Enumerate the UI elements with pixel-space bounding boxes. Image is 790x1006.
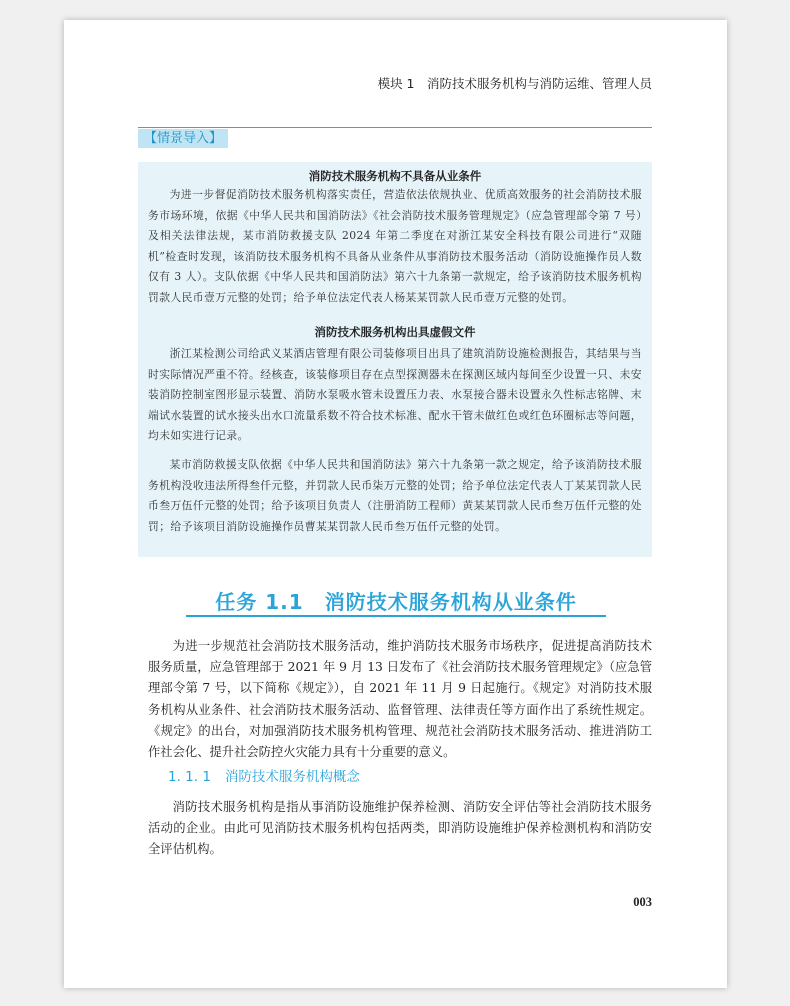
case1-title: 消防技术服务机构不具备从业条件: [308, 169, 482, 183]
subsection-title: 消防技术服务机构概念: [224, 769, 360, 785]
case-study-box: [138, 162, 652, 557]
subsection-heading: [168, 765, 360, 785]
case2-text2: 某市消防救援支队依据《中华人民共和国消防法》第六十九条第一款之规定，给予该消防技术服务机构没收违法所得叁仟元整，并罚款人民币柒万元整的处罚；给予单位法定代表人丁某某罚款人民币叁万伍仟元整的处罚；给予该项目负责人（注册消防工程师）黄某某罚款人民币叁万伍仟元整的处罚；给予该项目消防设施操作员曹某某罚款人民币叁万伍仟元整的处罚。: [148, 458, 642, 533]
subsection-number: 1. 1. 1: [168, 769, 211, 785]
task-title: 任务 1.1 消防技术服务机构从业条件: [215, 590, 577, 614]
page-number: 003: [633, 895, 652, 909]
header-rule: [138, 127, 652, 128]
situation-tag: 【情景导入】: [138, 129, 228, 148]
case2-text1: 浙江某检测公司给武义某酒店管理有限公司装修项目出具了建筑消防设施检测报告，其结果与当时实际情况严重不符。经核查，该装修项目存在点型探测器未在探测区域内每间至少设置一只、未安装消防控制室图形显示装置、消防水泵吸水管未设置压力表、水泵接合器未设置永久性标志铭牌、末端试水装置的试水接头出水口流量系数不符合技术标准、配水干管未做红色或红色环圈标志等问题，均未如实进行记录。: [148, 347, 642, 442]
running-header: 模块 1 消防技术服务机构与消防运维、管理人员: [377, 76, 652, 91]
task-title-underline: [186, 615, 606, 617]
task-intro: 为进一步规范社会消防技术服务活动，维护消防技术服务市场秩序，促进提高消防技术服务质量，应急管理部于 2021 年 9 月 13 日发布了《社会消防技术服务管理规定》（应急管理部令第 7 号，以下简称《规定》），自 2021 年 11 月 9 日起施行。《规定》对消防技术服务机构从业条件、社会消防技术服务活动、监督管理、法律责任等方面作出了系统性规定。《规定》的出台，对加强消防技术服务机构管理、规范社会消防技术服务活动、推进消防工作社会化、提升社会防控火灾能力具有十分重要的意义。: [148, 639, 652, 760]
case2-title: 消防技术服务机构出具虚假文件: [314, 325, 476, 339]
case1-text: 为进一步督促消防技术服务机构落实责任，营造依法依规执业、优质高效服务的社会消防技术服务市场环境，依据《中华人民共和国消防法》《社会消防技术服务管理规定》（应急管理部令第 7 号）及相关法律法规，某市消防救援支队 2024 年第二季度在对浙江某安全科技有限公司进行“双随机”检查时发现，该消防技术服务机构不具备从业条件从事消防技术服务活动（消防设施操作员人数仅有 3 人）。支队依据《中华人民共和国消防法》第六十九条第一款规定，给予该消防技术服务机构罚款人民币壹万元整的处罚；给予单位法定代表人杨某某罚款人民币壹万元整的处罚。: [148, 188, 642, 304]
subsection-text: 消防技术服务机构是指从事消防设施维护保养检测、消防安全评估等社会消防技术服务活动的企业。由此可见消防技术服务机构包括两类，即消防设施维护保养检测机构和消防安全评估机构。: [148, 800, 652, 857]
